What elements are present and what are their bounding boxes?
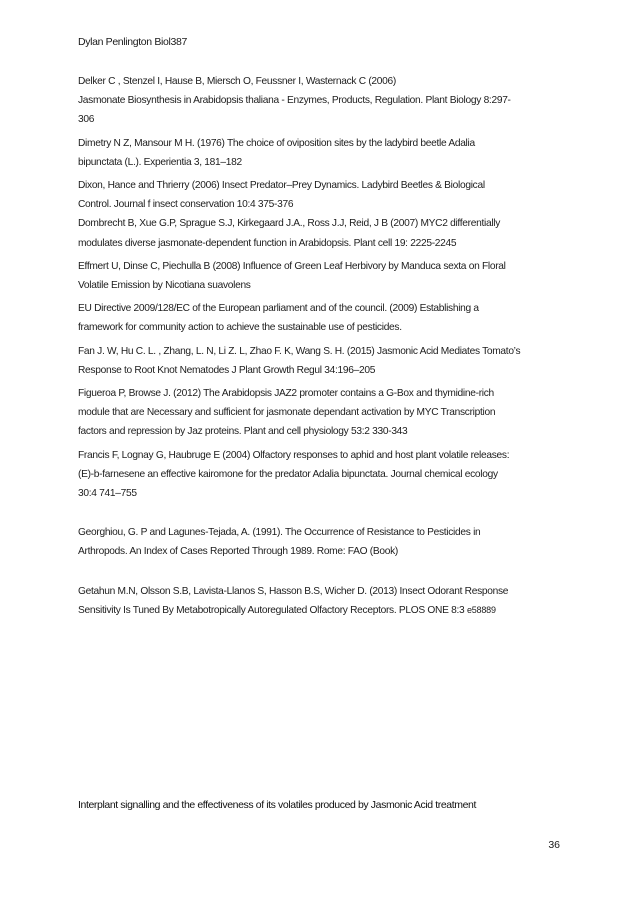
- reference-line: Arthropods. An Index of Cases Reported Through 1989. Rome: FAO (Book): [78, 546, 399, 558]
- reference-dixon: [78, 176, 568, 214]
- reference-line: Jasmonate Biosynthesis in Arabidopsis thaliana - Enzymes, Products, Regulation. Plant Biology 8:297-: [78, 95, 511, 107]
- reference-line: Figueroa P, Browse J. (2012) The Arabidopsis JAZ2 promoter contains a G-Box and thymidine-rich: [78, 388, 494, 400]
- reference-line: bipunctata (L.). Experientia 3, 181–182: [78, 156, 242, 168]
- reference-line: Dixon, Hance and Thrierry (2006) Insect Predator–Prey Dynamics. Ladybird Beetles & Biological: [78, 180, 485, 192]
- reference-line: Georghiou, G. P and Lagunes-Tejada, A. (1991). The Occurrence of Resistance to Pesticides in: [78, 527, 481, 539]
- reference-eu-directive: [78, 299, 568, 337]
- reference-dimetry: [78, 134, 568, 172]
- reference-line: [78, 601, 568, 620]
- reference-line: module that are Necessary and sufficient for jasmonate dependant activation by MYC Transcription: [78, 407, 496, 419]
- reference-line: 30:4 741–755: [78, 488, 137, 500]
- reference-line: Getahun M.N, Olsson S.B, Lavista-Llanos S, Hasson B.S, Wicher D. (2013) Insect Odorant Response: [78, 585, 509, 597]
- page-number: 36: [548, 839, 560, 851]
- reference-delker: [78, 72, 568, 130]
- reference-line: 306: [78, 114, 95, 126]
- reference-line: Fan J. W, Hu C. L. , Zhang, L. N, Li Z. L, Zhao F. K, Wang S. H. (2015) Jasmonic Acid Mediates Tomato’s: [78, 345, 521, 357]
- doi-article-number: e58889: [466, 604, 496, 615]
- page-header: Dylan Penlington Biol387: [78, 36, 187, 48]
- reference-line: Response to Root Knot Nematodes J Plant Growth Regul 34:196–205: [78, 364, 376, 376]
- reference-line-text: Sensitivity Is Tuned By Metabotropically Autoregulated Olfactory Receptors. PLOS ONE 8:3: [78, 604, 467, 616]
- section-title: Interplant signalling and the effectiveness of its volatiles produced by Jasmonic Acid treatment: [78, 799, 476, 811]
- reference-line: framework for community action to achieve the sustainable use of pesticides.: [78, 322, 402, 334]
- reference-line: Dimetry N Z, Mansour M H. (1976) The choice of oviposition sites by the ladybird beetle Adalia: [78, 137, 475, 149]
- reference-getahun: [78, 582, 568, 620]
- reference-list: [78, 72, 568, 624]
- reference-effmert: [78, 257, 568, 295]
- reference-dombrecht: [78, 214, 568, 252]
- reference-line: Effmert U, Dinse C, Piechulla B (2008) Influence of Green Leaf Herbivory by Manduca sexta on Floral: [78, 260, 506, 272]
- reference-line: EU Directive 2009/128/EC of the European parliament and of the council. (2009) Establishing a: [78, 303, 479, 315]
- reference-line: Control. Journal f insect conservation 10:4 375-376: [78, 199, 294, 211]
- reference-line: Dombrecht B, Xue G.P, Sprague S.J, Kirkegaard J.A., Ross J.J, Reid, J B (2007) MYC2 differentially: [78, 218, 501, 230]
- reference-line: Francis F, Lognay G, Haubruge E (2004) Olfactory responses to aphid and host plant volatile releases:: [78, 449, 510, 461]
- reference-line: factors and repression by Jaz proteins. Plant and cell physiology 53:2 330-343: [78, 426, 408, 438]
- reference-georghiou: [78, 523, 568, 561]
- reference-line: Volatile Emission by Nicotiana suavolens: [78, 280, 251, 292]
- reference-line: (E)-b-farnesene an effective kairomone for the predator Adalia bipunctata. Journal chemical ecology: [78, 468, 498, 480]
- reference-line: Delker C , Stenzel I, Hause B, Miersch O, Feussner I, Wasternack C (2006): [78, 76, 396, 87]
- reference-figueroa: [78, 384, 568, 442]
- reference-francis: [78, 446, 568, 504]
- reference-line: modulates diverse jasmonate-dependent function in Arabidopsis. Plant cell 19: 2225-2245: [78, 237, 457, 249]
- reference-fan: [78, 342, 568, 380]
